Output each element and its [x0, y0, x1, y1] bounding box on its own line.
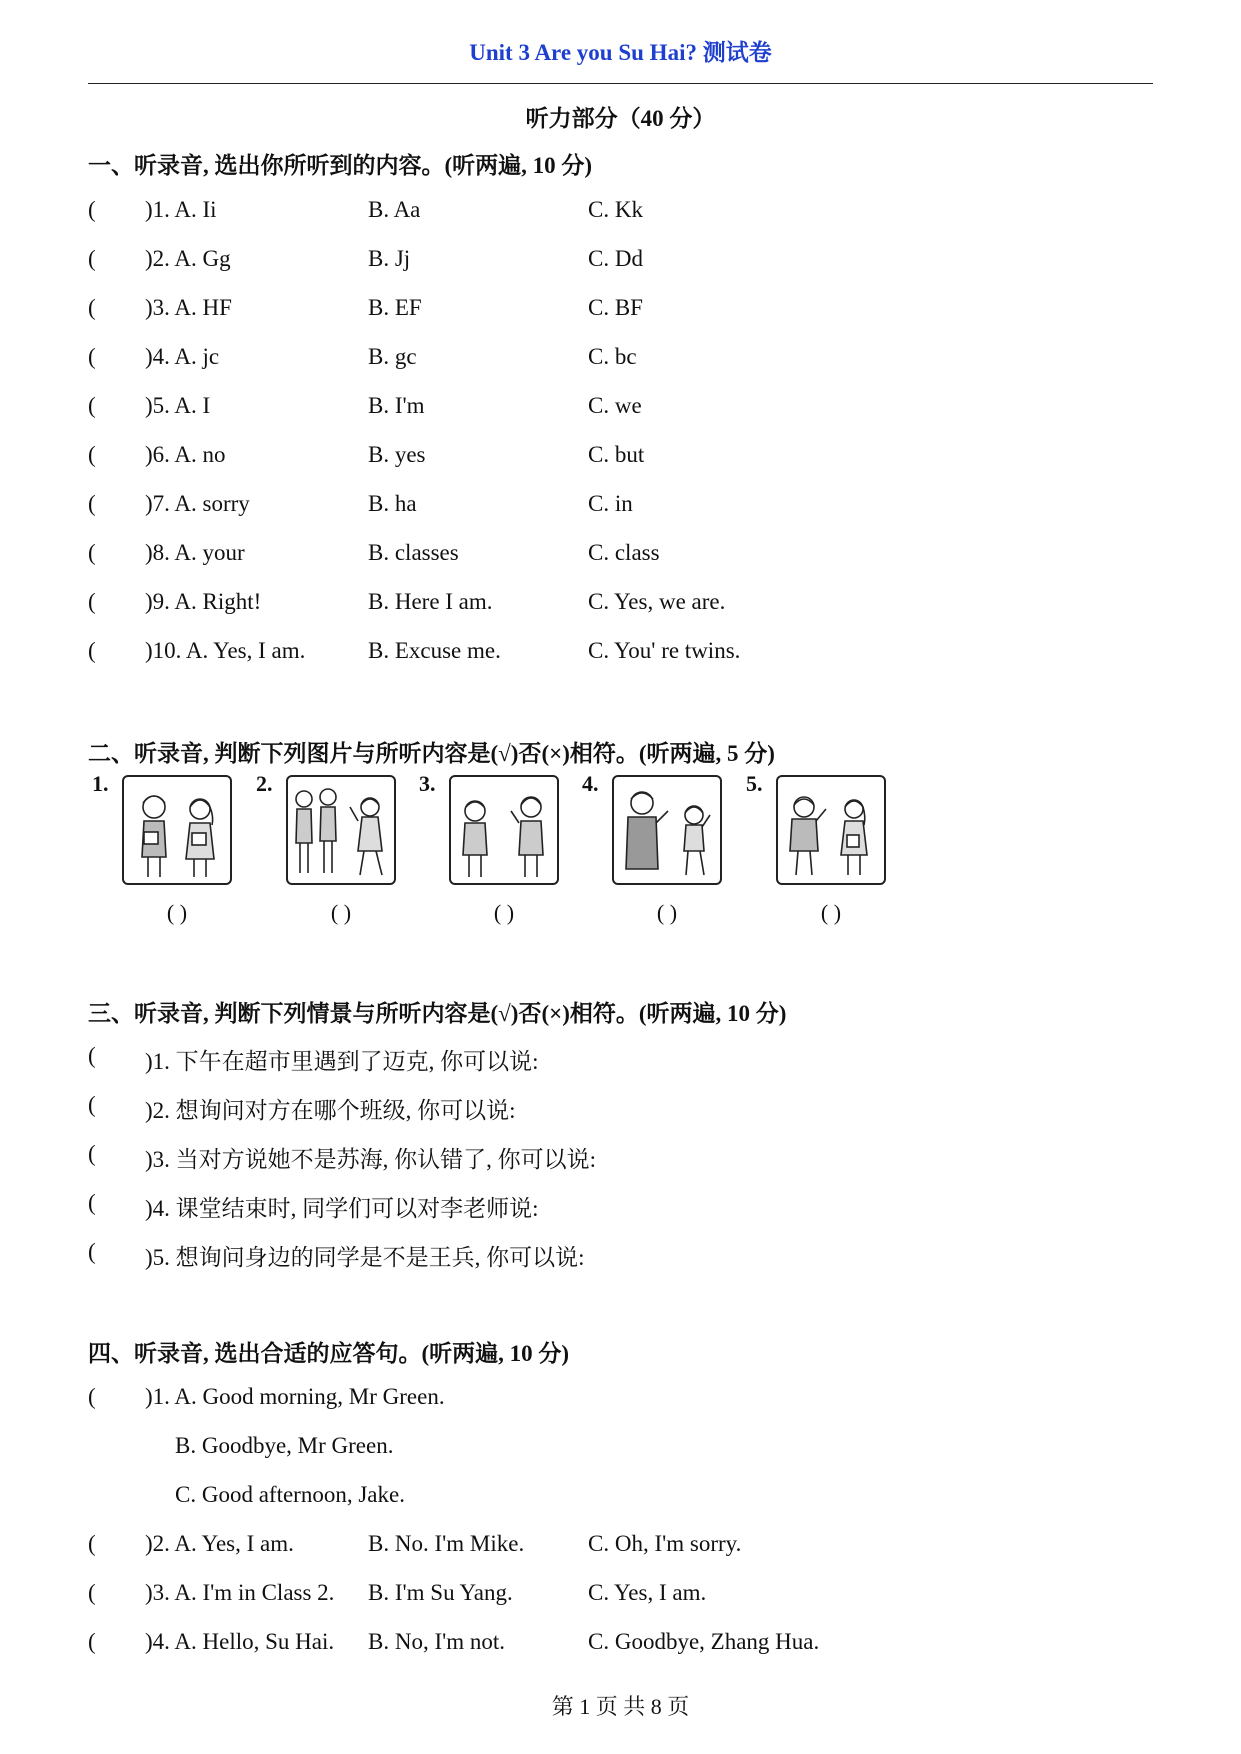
option-b: B. Goodbye, Mr Green. — [175, 1433, 394, 1458]
option-b: B. I'm Su Yang. — [368, 1580, 513, 1605]
option-a: )3. A. I'm in Class 2. — [145, 1580, 335, 1605]
item-text: )2. 想询问对方在哪个班级, 你可以说: — [145, 1098, 516, 1123]
option-a: )2. A. Yes, I am. — [145, 1531, 294, 1556]
answer-blank[interactable]: ( — [88, 295, 96, 320]
option-b: B. gc — [368, 344, 417, 369]
section2-title: 二、听录音, 判断下列图片与所听内容是(√)否(×)相符。(听两遍, 5 分) — [88, 741, 775, 766]
picture-frame — [286, 775, 396, 885]
answer-blank[interactable]: ( ) — [493, 900, 515, 925]
answer-blank[interactable]: ( ) — [656, 900, 678, 925]
option-b: B. No. I'm Mike. — [368, 1531, 525, 1556]
man-and-boy-waving-illustration — [614, 777, 720, 883]
answer-blank[interactable]: ( ) — [166, 900, 188, 925]
option-a: )9. A. Right! — [145, 589, 262, 614]
option-b: B. Here I am. — [368, 589, 493, 614]
option-b: B. No, I'm not. — [368, 1629, 506, 1654]
option-b: B. Excuse me. — [368, 638, 501, 663]
part-title: 听力部分（40 分） — [525, 106, 716, 131]
item-text: )3. 当对方说她不是苏海, 你认错了, 你可以说: — [145, 1147, 597, 1172]
page-footer: 第 1 页 共 8 页 — [551, 1694, 690, 1719]
option-c: C. Oh, I'm sorry. — [588, 1531, 742, 1556]
answer-blank[interactable]: ( — [88, 246, 96, 271]
page-header: Unit 3 Are you Su Hai? 测试卷 — [469, 40, 772, 65]
option-c: C. class — [588, 540, 660, 565]
option-a: )1. A. Ii — [145, 197, 217, 222]
answer-blank[interactable]: ( ) — [330, 900, 352, 925]
answer-blank[interactable]: ( — [88, 1190, 96, 1215]
option-b: B. Jj — [368, 246, 411, 271]
option-a: )5. A. I — [145, 393, 211, 418]
option-c: C. You' re twins. — [588, 638, 741, 663]
option-b: B. yes — [368, 442, 426, 467]
option-b: B. classes — [368, 540, 459, 565]
answer-blank[interactable]: ( — [88, 1141, 96, 1166]
item-text: )5. 想询问身边的同学是不是王兵, 你可以说: — [145, 1245, 585, 1270]
picture-number: 5. — [746, 771, 763, 796]
answer-blank[interactable]: ( — [88, 197, 96, 222]
option-c: C. Kk — [588, 197, 643, 222]
option-c: C. Good afternoon, Jake. — [175, 1482, 405, 1507]
option-b: B. EF — [368, 295, 422, 320]
picture-3 — [419, 771, 559, 925]
picture-number: 1. — [92, 771, 109, 796]
option-a: )7. A. sorry — [145, 491, 250, 516]
header-divider — [88, 83, 1153, 84]
option-a: )8. A. your — [145, 540, 245, 565]
option-c: C. but — [588, 442, 645, 467]
boy-and-girl-with-bags-illustration — [778, 777, 884, 883]
item-text: )1. 下午在超市里遇到了迈克, 你可以说: — [145, 1049, 539, 1074]
option-a: )4. A. jc — [145, 344, 220, 369]
option-c: C. BF — [588, 295, 643, 320]
option-a: )2. A. Gg — [145, 246, 231, 271]
option-a: )3. A. HF — [145, 295, 232, 320]
answer-blank[interactable]: ( — [88, 540, 96, 565]
boy-and-girl-illustration — [451, 777, 557, 883]
three-kids-illustration — [288, 777, 394, 883]
answer-blank[interactable]: ( — [88, 638, 96, 663]
picture-4 — [582, 771, 722, 925]
picture-number: 2. — [256, 771, 273, 796]
option-c: C. bc — [588, 344, 637, 369]
option-b: B. I'm — [368, 393, 425, 418]
picture-2 — [256, 771, 396, 925]
option-c: C. Dd — [588, 246, 643, 271]
option-c: C. Goodbye, Zhang Hua. — [588, 1629, 820, 1654]
section1-title: 一、听录音, 选出你所听到的内容。(听两遍, 10 分) — [88, 153, 593, 178]
picture-frame — [776, 775, 886, 885]
picture-number: 4. — [582, 771, 599, 796]
option-c: C. Yes, we are. — [588, 589, 726, 614]
option-a: )4. A. Hello, Su Hai. — [145, 1629, 335, 1654]
picture-1 — [92, 771, 232, 925]
option-a: )1. A. Good morning, Mr Green. — [145, 1384, 445, 1409]
section3-title: 三、听录音, 判断下列情景与所听内容是(√)否(×)相符。(听两遍, 10 分) — [88, 1001, 787, 1026]
item-text: )4. 课堂结束时, 同学们可以对李老师说: — [145, 1196, 539, 1221]
picture-frame — [122, 775, 232, 885]
answer-blank[interactable]: ( ) — [820, 900, 842, 925]
option-b: B. ha — [368, 491, 417, 516]
answer-blank[interactable]: ( — [88, 1043, 96, 1068]
option-c: C. in — [588, 491, 633, 516]
answer-blank[interactable]: ( — [88, 1629, 96, 1654]
answer-blank[interactable]: ( — [88, 1092, 96, 1117]
section4-title: 四、听录音, 选出合适的应答句。(听两遍, 10 分) — [88, 1341, 570, 1366]
answer-blank[interactable]: ( — [88, 491, 96, 516]
answer-blank[interactable]: ( — [88, 442, 96, 467]
answer-blank[interactable]: ( — [88, 393, 96, 418]
answer-blank[interactable]: ( — [88, 589, 96, 614]
picture-frame — [449, 775, 559, 885]
option-c: C. Yes, I am. — [588, 1580, 707, 1605]
picture-number: 3. — [419, 771, 436, 796]
kids-holding-books-illustration — [124, 777, 230, 883]
option-a: )6. A. no — [145, 442, 226, 467]
option-a: )10. A. Yes, I am. — [145, 638, 306, 663]
option-b: B. Aa — [368, 197, 421, 222]
answer-blank[interactable]: ( — [88, 1239, 96, 1264]
picture-5 — [746, 771, 886, 925]
answer-blank[interactable]: ( — [88, 1580, 96, 1605]
answer-blank[interactable]: ( — [88, 1384, 96, 1409]
answer-blank[interactable]: ( — [88, 344, 96, 369]
picture-frame — [612, 775, 722, 885]
option-c: C. we — [588, 393, 642, 418]
answer-blank[interactable]: ( — [88, 1531, 96, 1556]
